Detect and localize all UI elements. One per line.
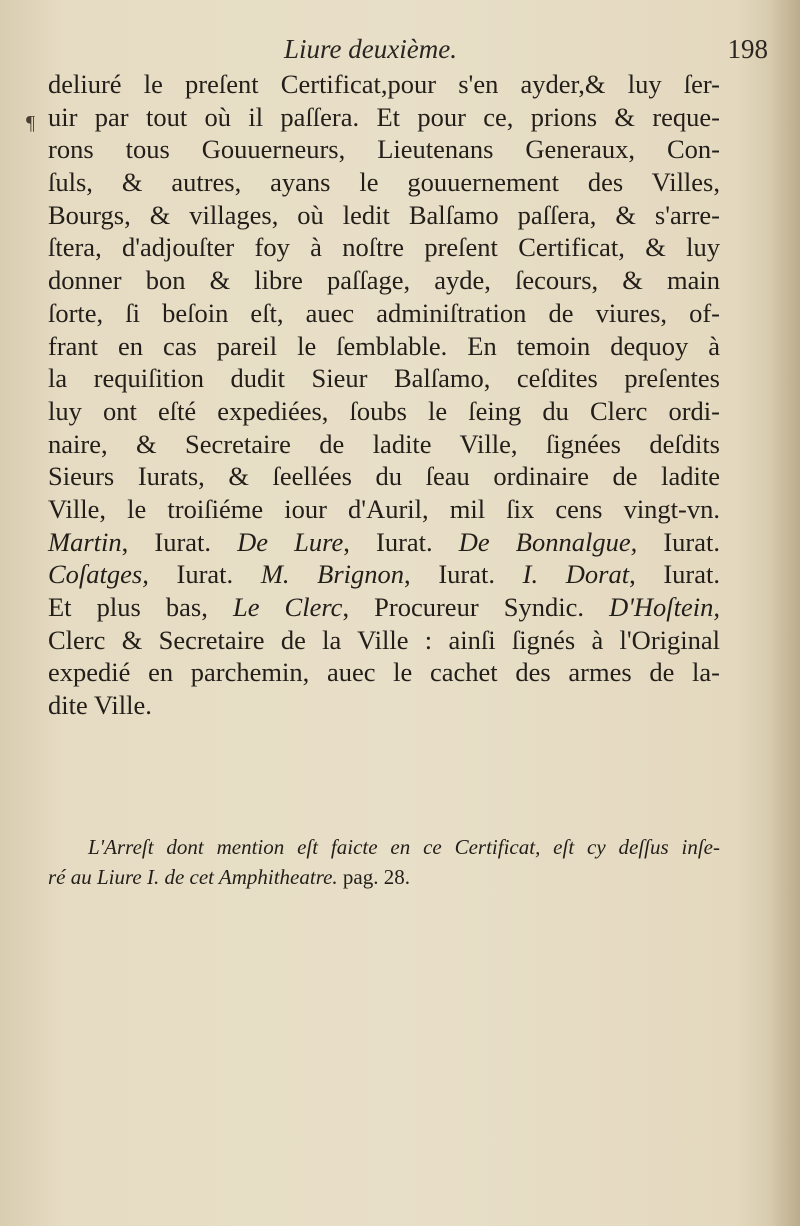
signature-title: , Iurat. <box>629 559 720 590</box>
footnote-line <box>48 862 720 892</box>
footnote-text: L'Arreſt dont mention eſt faicte en ce Certificat, eſt cy deſſus inſe- <box>88 835 720 859</box>
body-text <box>48 68 720 722</box>
text-line: deliuré le preſent Certificat,pour s'en ayder,& luy ſer- <box>48 69 720 99</box>
signature-name: M. Brignon <box>260 559 405 590</box>
closing-name: D'Hoſtein, <box>609 592 720 622</box>
text-line: donner bon & libre paſſage, ayde, ſecours, & main <box>48 265 720 296</box>
page-gutter-shadow <box>770 0 800 1226</box>
signature-name: De Bonnalgue, <box>458 526 638 557</box>
closing-line: expedié en parchemin, auec le cachet des armes de la- <box>48 657 720 688</box>
footnote-text: ré au Liure I. de cet Amphitheatre. <box>48 865 338 889</box>
text-line: ſtera, d'adjouſter foy à noſtre preſent Certificat, & luy <box>48 232 720 263</box>
signature-name: Coſatges, <box>48 559 149 590</box>
page-number: 198 <box>727 34 768 64</box>
signature-name: Martin <box>48 526 122 557</box>
signature-title: , Iurat. <box>404 559 523 590</box>
closing-line: Clerc & Secretaire de la Ville : ainſi ſignés à l'Original <box>48 624 720 655</box>
running-title: Liure deuxième. <box>284 34 457 64</box>
closing-text: , Procureur Syndic. <box>342 592 610 622</box>
text-line: naire, & Secretaire de ladite Ville, ſignées deſdits <box>48 428 720 459</box>
closing-text: Et plus bas, <box>48 592 233 622</box>
text-line: Bourgs, & villages, où ledit Balſamo paſſera, & s'arre- <box>48 199 720 230</box>
text-line: Ville, le troiſiéme iour d'Auril, mil ſix cens vingt-vn. <box>48 493 720 524</box>
signature-title: , Iurat. <box>343 526 459 557</box>
signature-line <box>48 558 720 591</box>
footnote-line <box>48 832 720 862</box>
text-line: luy ont eſté expediées, ſoubs le ſeing du Clerc ordi- <box>48 395 720 426</box>
page-header <box>48 30 768 70</box>
signature-name: De Lure <box>237 526 344 557</box>
signature-line <box>48 526 720 559</box>
text-line: la requiſition dudit Sieur Balſamo, ceſdites preſentes <box>48 363 720 394</box>
text-line: ſuls, & autres, ayans le gouuernement des Villes, <box>48 167 720 198</box>
footnote-page-ref: pag. 28. <box>337 865 410 889</box>
footnote <box>48 832 720 892</box>
closing-line <box>48 591 720 624</box>
signature-title: Iurat. <box>637 526 721 557</box>
text-line: Sieurs Iurats, & ſeellées du ſeau ordinaire de ladite <box>48 461 720 492</box>
margin-annotation-mark: ¶ <box>26 112 36 134</box>
signature-title: , Iurat. <box>121 526 238 557</box>
closing-name: Le Clerc <box>232 592 343 622</box>
text-line: rons tous Gouuerneurs, Lieutenans Generaux, Con- <box>48 134 720 165</box>
text-line: frant en cas pareil le ſemblable. En temoin dequoy à <box>48 330 720 361</box>
signature-title: Iurat. <box>148 559 261 590</box>
text-line: uir par tout où il paſſera. Et pour ce, prions & reque- <box>48 101 720 132</box>
closing-line: dite Ville. <box>48 690 152 721</box>
signature-name: I. Dorat <box>522 559 630 590</box>
text-line: ſorte, ſi beſoin eſt, auec adminiſtration de viures, of- <box>48 297 720 328</box>
